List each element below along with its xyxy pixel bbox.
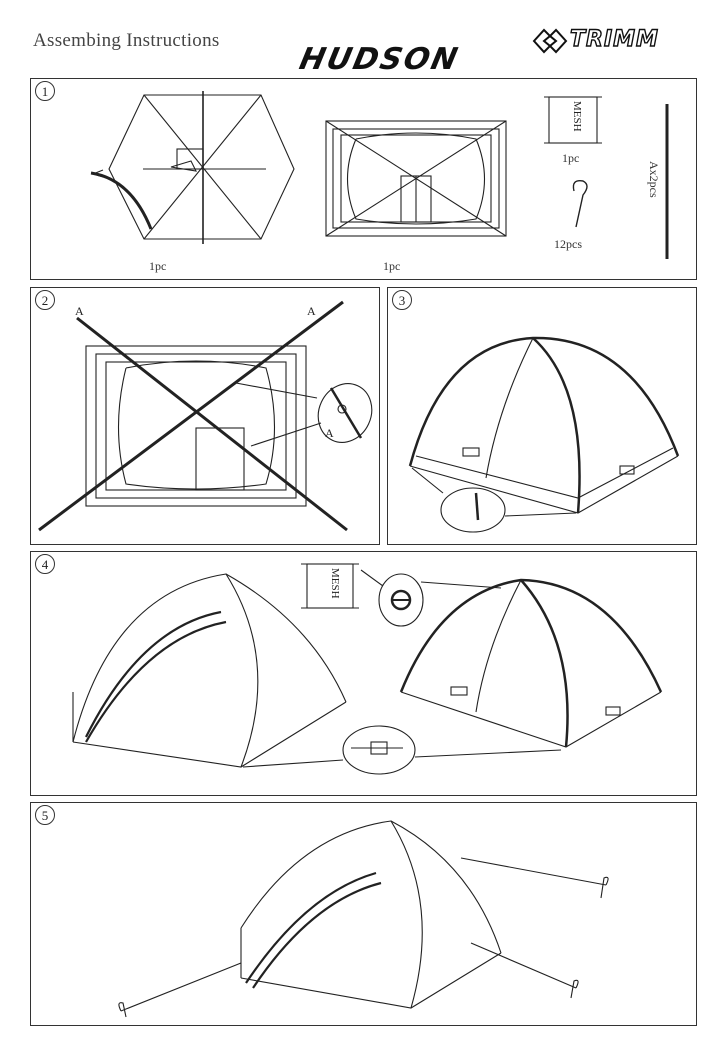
product-name: HUDSON [296,42,463,77]
step-3-number: 3 [392,290,412,310]
step-2-illustration [31,288,381,546]
brand-diamond-icon [530,24,570,58]
pole-label-left: A [75,304,84,318]
page-title: Assembing Instructions [33,30,220,51]
step-3-panel [387,287,697,545]
step-4-panel [30,551,697,796]
step-4-mesh-label: MESH [329,568,341,599]
step-5-number: 5 [35,805,55,825]
pole-label-detail: A [325,426,334,440]
step-2-number: 2 [35,290,55,310]
flysheet-quantity: 1pc [149,259,167,273]
brand-logo [530,24,700,58]
flysheet-drawing [91,91,294,244]
mesh-quantity: 1pc [562,151,580,165]
step-4-illustration [31,552,698,797]
step-3-illustration [388,288,698,546]
step-1-number: 1 [35,81,55,101]
step-1-parts-illustration [31,79,698,281]
pole-quantity: Ax2pcs [647,161,661,198]
step-2-panel [30,287,380,545]
step-5-panel [30,802,697,1026]
inner-tent-drawing [326,121,506,236]
inner-tent-quantity: 1pc [383,259,401,273]
step-4-number: 4 [35,554,55,574]
step-1-panel [30,78,697,280]
pole-label-right: A [307,304,316,318]
brand-name: TRIMM [570,27,659,52]
mesh-label: MESH [571,101,583,132]
peg-quantity: 12pcs [554,237,582,251]
step-5-illustration [31,803,698,1027]
peg-drawing [573,181,587,227]
